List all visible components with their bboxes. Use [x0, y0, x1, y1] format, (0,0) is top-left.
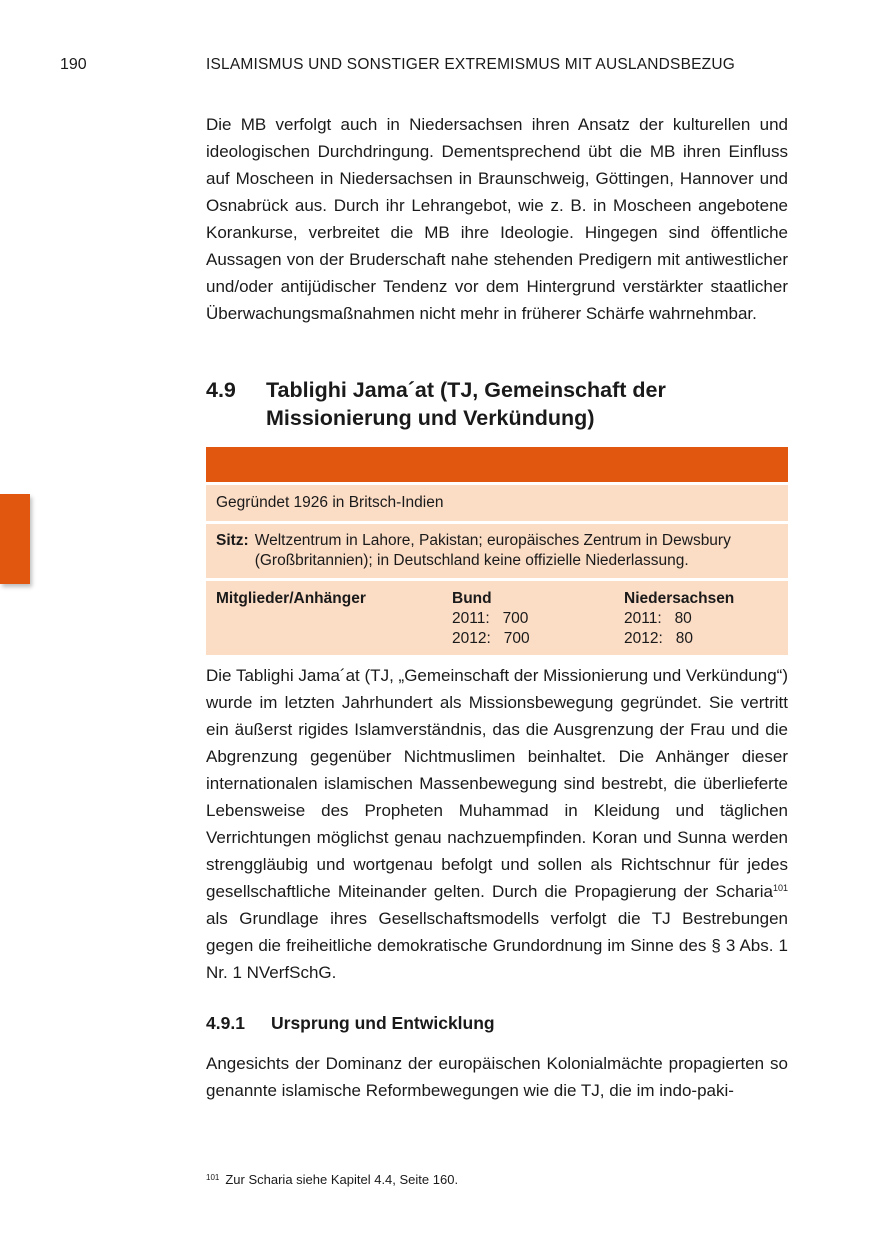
- year-label: 2012:: [624, 630, 663, 647]
- footnote-text: Zur Scharia siehe Kapitel 4.4, Seite 160.: [225, 1172, 459, 1187]
- section-heading: [206, 376, 726, 432]
- info-row-seat: [206, 524, 788, 578]
- info-box-header-bar: [206, 447, 788, 482]
- body-paragraph-2: [206, 662, 788, 986]
- bund-row: [452, 609, 624, 629]
- members-label: Mitglieder/Anhänger: [216, 590, 366, 607]
- seat-text: Weltzentrum in Lahore, Pakistan; europäisches Zentrum in Dewsbury (Großbritannien); in Deutschland keine offizielle Niederlassung.: [254, 532, 731, 569]
- paragraph-text-part: als Grundlage ihres Gesellschaftsmodells verfolgt die TJ Bestrebungen gegen die freiheitliche demokratische Grundordnung im Sinne des § 3 Abs. 1 Nr. 1 NVerfSchG.: [206, 909, 788, 982]
- section-title: Tablighi Jama´at (TJ, Gemeinschaft der Missionierung und Verkündung): [266, 378, 666, 430]
- members-niedersachsen: [624, 589, 774, 649]
- paragraph-text: Angesichts der Dominanz der europäischen Kolonialmächte propagierten so genannte islamische Reformbewegungen wie die TJ, die im indo-paki-: [206, 1054, 788, 1100]
- members-bund: [452, 589, 624, 649]
- bund-heading: Bund: [452, 590, 492, 607]
- footnote: [206, 1172, 458, 1187]
- year-label: 2011:: [452, 610, 490, 627]
- niedersachsen-row: [624, 629, 774, 649]
- seat-label: Sitz:: [216, 532, 249, 549]
- page-number: 190: [60, 56, 87, 73]
- subsection-heading: [206, 1013, 495, 1034]
- body-paragraph-3: [206, 1050, 788, 1104]
- subsection-number: 4.9.1: [206, 1013, 245, 1033]
- running-header: ISLAMISMUS UND SONSTIGER EXTREMISMUS MIT AUSLANDSBEZUG: [206, 56, 735, 73]
- count-value: 80: [675, 630, 693, 647]
- info-row-members: [206, 581, 788, 655]
- info-box: [206, 447, 788, 655]
- section-number: 4.9: [206, 378, 236, 402]
- body-paragraph-1: [206, 111, 788, 327]
- count-value: 700: [503, 630, 530, 647]
- count-value: 700: [502, 610, 529, 627]
- paragraph-text: Die MB verfolgt auch in Niedersachsen ihren Ansatz der kulturellen und ideologischen Durchdringung. Dementsprechend übt die MB ihren Einfluss auf Moscheen in Niedersachsen in Braunschweig, Göttingen, Hannover und Osnabrück aus. Durch ihr Lehrangebot, wie z. B. in Moscheen angebotene Korankurse, verbreitet die MB ihre Ideologie. Hingegen sind öffentliche Aussagen von der Bruderschaft nahe stehenden Predigern mit antiwestlicher und/oder antijüdischer Tendenz vor dem Hintergrund verstärkter staatlicher Überwachungsmaßnahmen nicht mehr in früherer Schärfe wahrnehmbar.: [206, 115, 788, 323]
- info-row-founded: Gegründet 1926 in Britsch-Indien: [206, 485, 788, 521]
- niedersachsen-heading: Niedersachsen: [624, 590, 735, 607]
- paragraph-text: [206, 662, 788, 986]
- subsection-title: Ursprung und Entwicklung: [271, 1013, 495, 1033]
- footnote-reference[interactable]: 101: [772, 883, 788, 893]
- chapter-tab-marker: [0, 494, 30, 584]
- count-value: 80: [674, 610, 692, 627]
- year-label: 2012:: [452, 630, 491, 647]
- year-label: 2011:: [624, 610, 662, 627]
- niedersachsen-row: [624, 609, 774, 629]
- paragraph-text-part: Die Tablighi Jama´at (TJ, „Gemeinschaft der Missionierung und Verkündung“) wurde im letzten Jahrhundert als Missionsbewegung gegründet. Sie vertritt ein äußerst rigides Islamverständnis, das die Ausgrenzung der Frau und die Abgrenzung gegenüber Nichtmuslimen beinhaltet. Die Anhänger dieser internationalen islamischen Massenbewegung sind bestrebt, die überlieferte Lebensweise des Propheten Muhammad in Kleidung und täglichen Verrichtungen möglichst genau nachzuempfinden. Koran und Sunna werden strenggläubig und wortgenau befolgt und sollen als Richtschnur für jedes gesellschaftliche Miteinander gelten. Durch die Propagierung der Scharia: [206, 666, 788, 901]
- bund-row: [452, 629, 624, 649]
- footnote-number: 101: [206, 1173, 220, 1182]
